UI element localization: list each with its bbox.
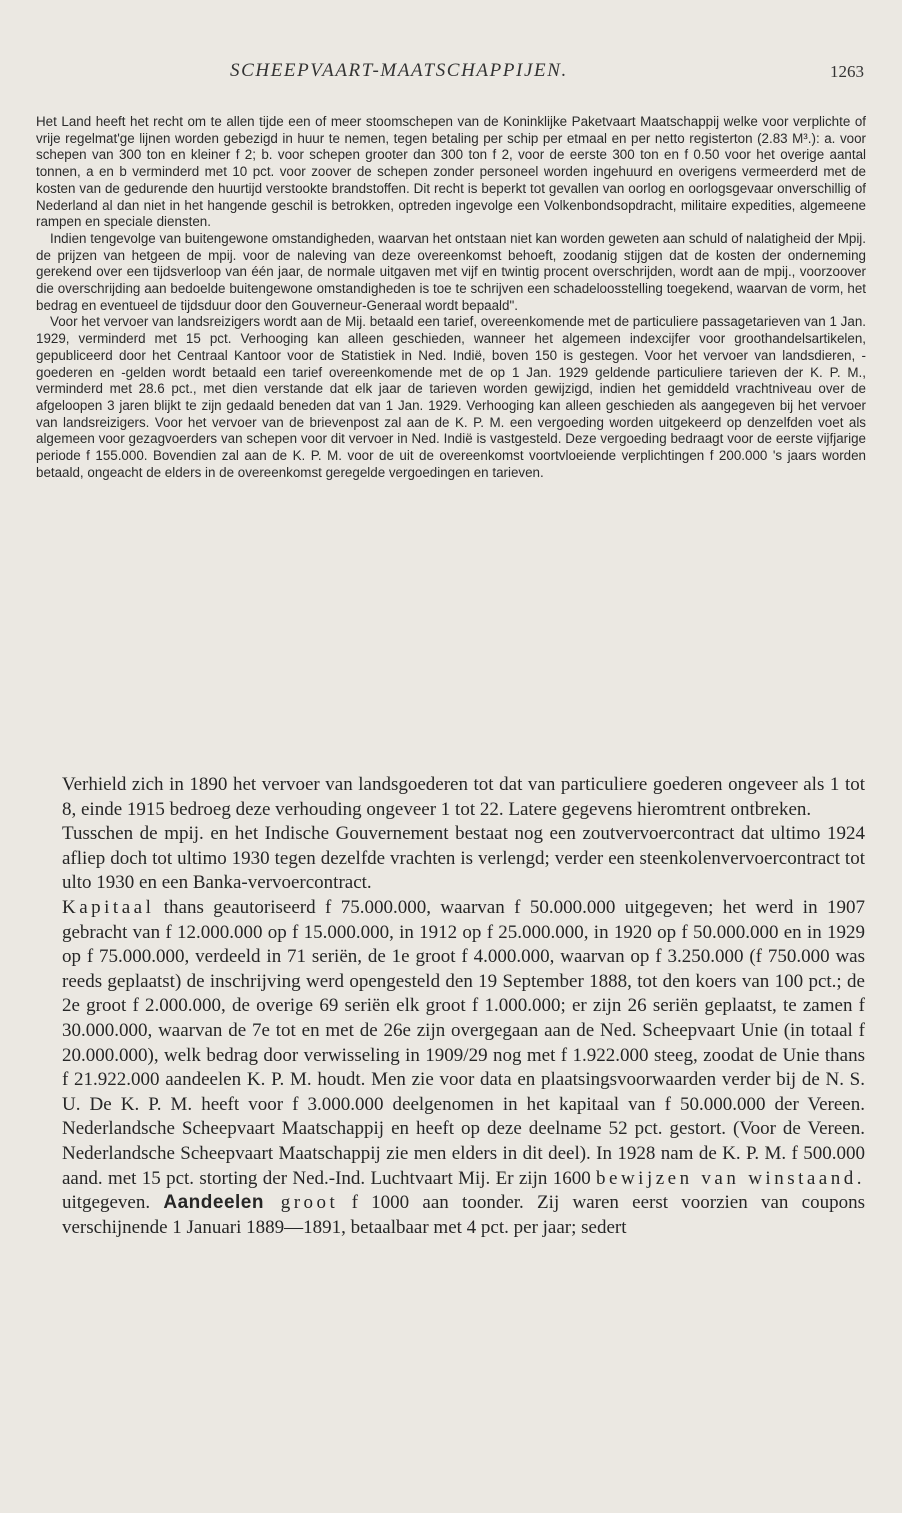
aandeelen-heading: Aandeelen xyxy=(163,1192,264,1214)
capital-text: thans geautoriseerd f 75.000.000, waarvan f 50.000.000 uitgegeven; het werd in 1907 gebracht van f 12.000.000 op f 15.000.000, in 1912 op f 25.000.000, in 1920 op f 50.000.000 en in 1929 op f 75.000.000, verdeeld in 71 seriën, de 1e groot f 4.000.000, waarvan op f 3.250.000 (f 750.000 was reeds geplaatst) de inschrijving werd opengesteld den 19 September 1888, tot den koers van 100 pct.; de 2e groot f 2.000.000, de overige 69 seriën elk groot f 1.000.000; er zijn 26 seriën geplaatst, te zamen f 30.000.000, waarvan de 7e tot en met de 26e zijn overgegaan aan de Ned. Scheepvaart Unie (in totaal f 20.000.000), welk bedrag door verwisseling in 1909/29 nog met f 1.922.000 steeg, zoodat de Unie thans f 21.922.000 aandeelen K. P. M. houdt. Men zie voor data en plaatsingsvoorwaarden verder bij de N. S. U. De K. P. M. heeft voor f 3.000.000 deelgenomen in het kapitaal van f 50.000.000 der Vereen. Nederlandsche Scheepvaart Maatschappij en heeft op deze deelname 52 pct. gestort. (Voor de Vereen. Nederlandsche Scheepvaart Maatschappij zie men elders in dit deel). In 1928 nam de K. P. M. f 500.000 aand. met 15 pct. storting der Ned.-Ind. Luchtvaart Mij. Er zijn 1600 xyxy=(62,896,865,1189)
groot-spaced-text: groot xyxy=(263,1192,339,1214)
small-print-paragraph: Indien tengevolge van buitengewone omstandigheden, waarvan het ontstaan niet kan worden geweten aan schuld of nalatigheid der Mpij. de prijzen van hetgeen de mpij. voor de naleving van deze overeenkomst behoeft, zoodanig stijgen dat de kosten der onderneming gerekend over een tijdsverloop van één jaar, de normale uitgaven met vijf en twintig procent overschrijden, wordt aan de mpij., voorzoover die overschrijding aan bedoelde buitengewone omstandigheden is toe te schrijven een schadeloosstelling toegekend, waarvan de vorm, het bedrag en eventueel de tijdsduur door den Gouverneur-Generaal wordt bepaald". xyxy=(36,230,866,313)
body-paragraph-contracts: Tusschen de mpij. en het Indische Gouvernement bestaat nog een zoutvervoercontract dat ultimo 1924 afliep doch tot ultimo 1930 tegen dezelfde vrachten is verlengd; verder een steenkolenvervoercontract tot ulto 1930 en een Banka-vervoercontract. xyxy=(62,823,865,894)
running-title: SCHEEPVAART-MAATSCHAPPIJEN. xyxy=(230,60,568,81)
running-header xyxy=(0,60,902,86)
small-print-paragraph: Het Land heeft het recht om te allen tijde een of meer stoomschepen van de Koninklijke Paketvaart Maatschappij welke voor verplichte of vrije regelmat'ge lijnen worden gebezigd in huur te nemen, tegen betaling per schip per etmaal en per netto registerton (2.83 M³.): a. voor schepen van 300 ton en kleiner f 2; b. voor schepen grooter dan 300 ton f 2, voor de eerste 300 ton en f 0.50 voor het overige aantal tonnen, a en b verminderd met 10 pct. voor zoover de schepen zonder personeel worden ingehuurd en overigens vermeerderd met de kosten van de gedurende den huurtijd verstookte brandstoffen. Dit recht is beperkt tot gevallen van oorlog en oorlogsgevaar onverschillig of Nederland al dan niet in het hangende geschil is betrokken, optreden ingevolge een Volkenbondsopdracht, militaire expedities, algemeene rampen en speciale diensten. xyxy=(36,114,866,230)
capital-text-mid: uitgegeven. xyxy=(62,1192,164,1214)
page-number: 1263 xyxy=(830,62,864,81)
capital-text-end: f 1000 aan toonder. Zij waren eerst voorzien van coupons verschijnende 1 Januari 1889—1891, betaalbaar met 4 pct. per jaar; sedert xyxy=(62,1192,866,1238)
body-paragraph-transport-ratio: Verhield zich in 1890 het vervoer van landsgoederen tot dat van particuliere goederen ongeveer als 1 tot 8, einde 1915 bedroeg deze verhouding ongeveer 1 tot 22. Latere gegevens hieromtrent ontbreken. xyxy=(62,774,865,820)
body-paragraph-capital xyxy=(62,896,865,1240)
small-print-block xyxy=(36,114,866,481)
capital-heading: Kapitaal xyxy=(62,896,155,918)
small-print-paragraph: Voor het vervoer van landsreizigers wordt aan de Mij. betaald een tarief, overeenkomende met de particuliere passagetarieven van 1 Jan. 1929, verminderd met 15 pct. Verhooging kan alleen geschieden, wanneer het algemeen indexcijfer voor groothandelsartikelen, gepubliceerd door het Centraal Kantoor voor de Statistiek in Ned. Indië, boven 150 is gestegen. Voor het vervoer van landsdieren, -goederen en -gelden wordt betaald een tarief overeenkomende met de op 1 Jan. 1929 geldende particuliere tarieven der K. P. M., verminderd met 28.6 pct., met dien verstande dat elk jaar de tarieven worden gewijzigd, indien het gemiddeld vrachtniveau over de afgeloopen 3 jaren blijkt te zijn gedaald beneden dat van 1 Jan. 1929. Verhooging kan alleen geschieden als aangegeven bij het vervoer van landsreizigers. Voor het vervoer van de brievenpost zal aan de K. P. M. een vergoeding worden uitgekeerd op denzelfden voet als algemeen voor gezagvoerders van schepen voor dit vervoer in Ned. Indië is vastgesteld. Deze vergoeding bedraagt voor de eerste vijfjarige periode f 155.000. Bovendien zal aan de K. P. M. voor de uit de overeenkomst voortvloeiende verplichtingen f 200.000 's jaars worden betaald, ongeacht de elders in de overeenkomst geregelde vergoedingen en tarieven. xyxy=(36,314,866,480)
main-text-block xyxy=(62,773,865,1240)
winstaand-spaced-text: bewijzen van winstaand. xyxy=(596,1167,865,1189)
